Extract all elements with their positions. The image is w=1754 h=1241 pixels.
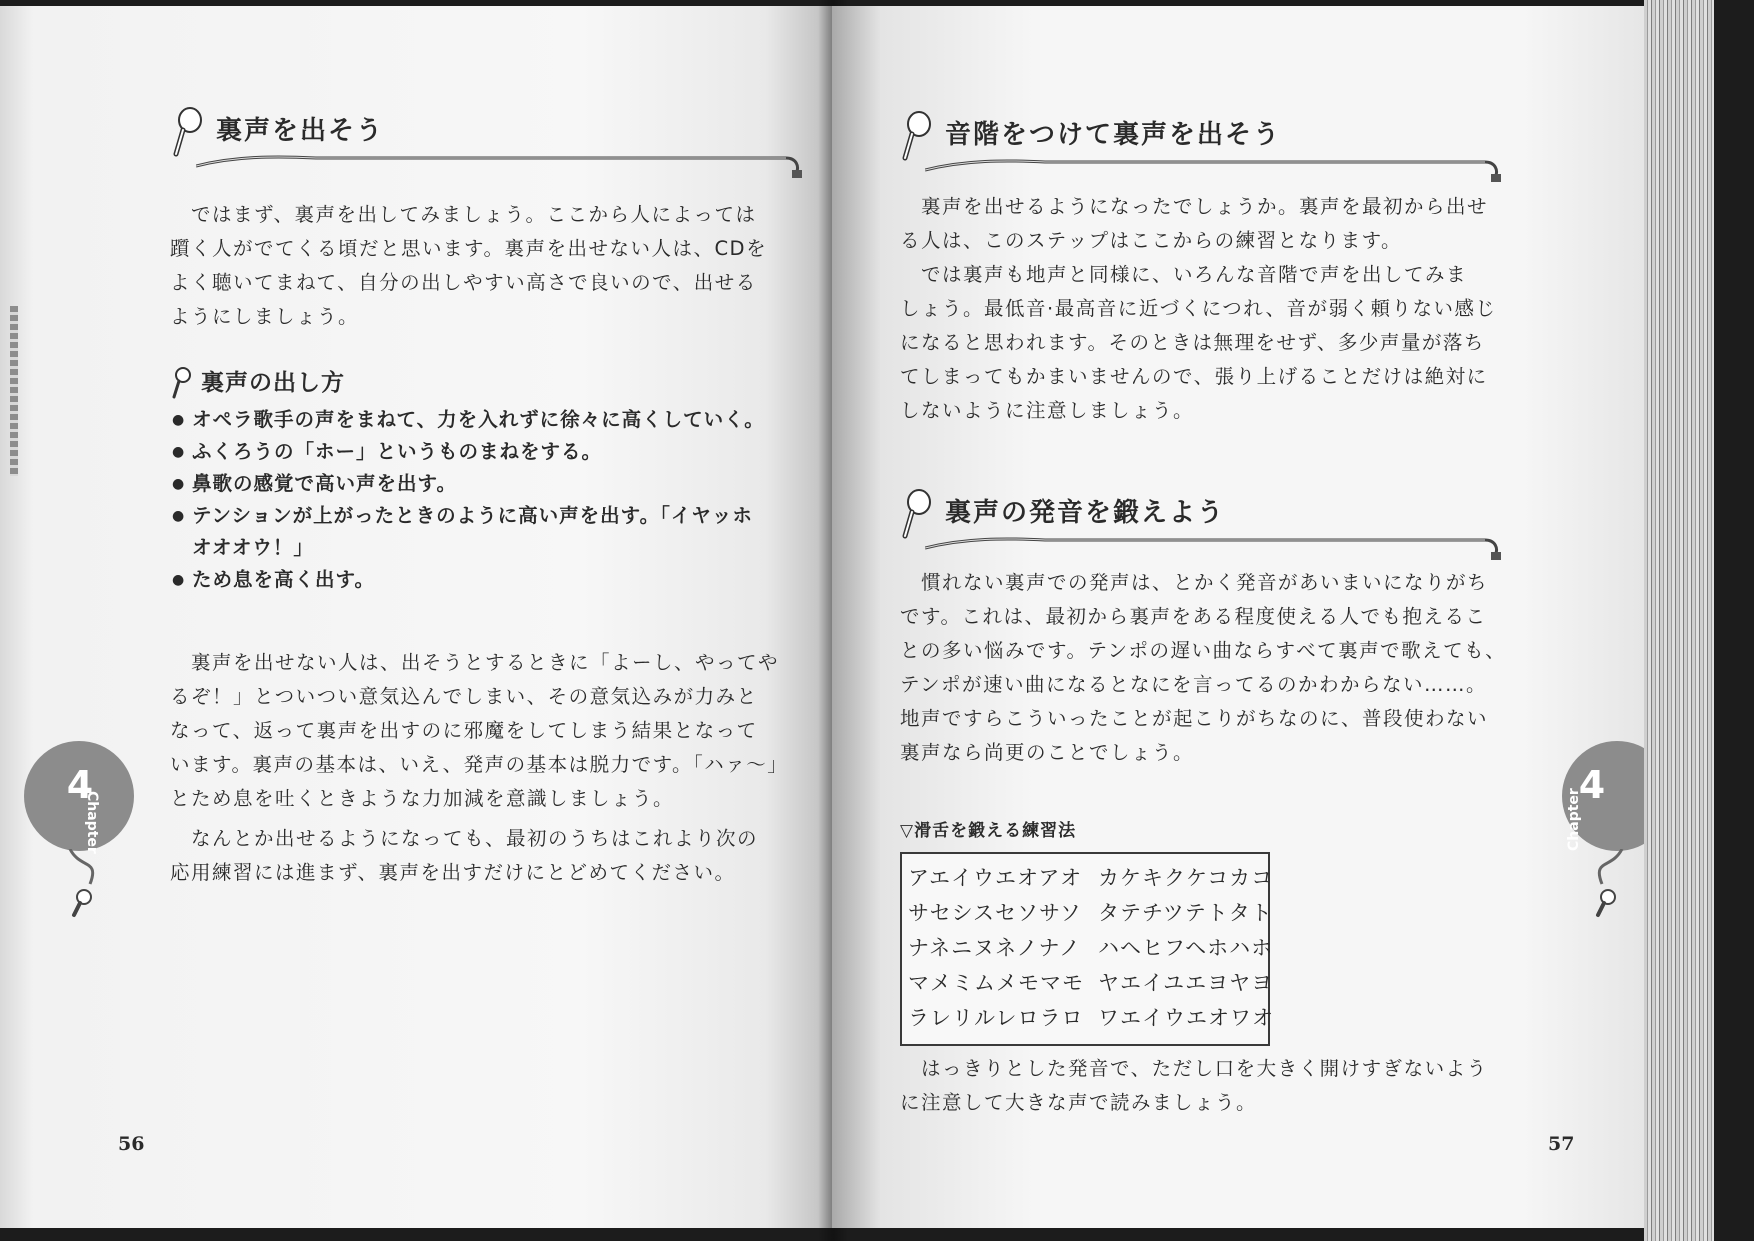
table-cell: ヤエイユエヨヤヨ xyxy=(1098,971,1274,995)
table-cell: アエイウエオアオ xyxy=(908,866,1083,890)
chapter-number: 4 xyxy=(1578,763,1606,807)
table-cell: ハヘヒフヘホハホ xyxy=(1098,936,1274,960)
section-heading xyxy=(897,110,1517,180)
chapter-label: Chapter xyxy=(1566,788,1582,851)
table-row xyxy=(902,967,1274,999)
chapter-label: Chapter xyxy=(84,791,100,854)
intro-paragraph: ではまず、裏声を出してみましょう。ここから人によっては 躓く人がでてくる頃だと思います。裏声を出せない人は、CDを よく聴いてまねて、自分の出しやすい高さで良いので、出せる ようにしましょう。 xyxy=(170,203,768,328)
table-cell: タテチツテトタト xyxy=(1098,901,1273,925)
page-edges xyxy=(1644,0,1714,1241)
table-row xyxy=(902,862,1274,894)
body-paragraph: では裏声も地声と同様に、いろんな音階で声を出してみま しょう。最低音·最高音に近づくにつれ、音が弱く頼りない感じ になると思われます。そのときは無理をせず、多少声量が落ち てしまってもかまいませんので、張り上げることだけは絶対に しないように注意しましょう。 xyxy=(900,263,1497,422)
list-item: ● 鼻歌の感覚で高い声を出す。 xyxy=(172,468,822,500)
left-page xyxy=(0,6,832,1228)
table-cell: ラレリルレロラロ xyxy=(908,1006,1084,1030)
table-row xyxy=(902,897,1273,929)
cable-underline xyxy=(925,526,1515,566)
subsection-heading xyxy=(170,364,345,401)
exercise-table xyxy=(900,852,1274,1046)
chapter-number: 4 xyxy=(66,763,94,807)
table-cell: カケキクケコカコ xyxy=(1098,866,1274,890)
list-item: ● ため息を高く出す。 xyxy=(172,564,822,596)
list-item: ● テンションが上がったときのように高い声を出す。「イヤッホ オオオウ！」 xyxy=(172,500,822,564)
table-row xyxy=(902,1002,1274,1034)
page-number: 56 xyxy=(118,1133,145,1155)
section-title: 裏声を出そう xyxy=(216,116,385,146)
microphone-icon xyxy=(60,849,120,919)
list-item: ● オペラ歌手の声をまねて、力を入れずに徐々に高くしていく。 xyxy=(172,404,822,436)
page-edge-marks xyxy=(10,306,18,476)
exercise-label: ▽滑舌を鍛える練習法 xyxy=(900,821,1077,841)
section-title: 裏声の発音を鍛えよう xyxy=(945,498,1226,528)
cable-underline xyxy=(196,144,816,184)
body-paragraph: なんとか出せるようになっても、最初のうちはこれより次の 応用練習には進まず、裏声を出すだけにとどめてください。 xyxy=(170,827,759,884)
page-number: 57 xyxy=(1548,1133,1575,1155)
bullet-list xyxy=(172,404,822,596)
subsection-title: 裏声の出し方 xyxy=(201,370,346,396)
table-cell: ナネニヌネノナノ xyxy=(908,936,1082,960)
cable-underline xyxy=(925,148,1515,188)
section-heading xyxy=(168,106,808,176)
table-cell: マメミムメモマモ xyxy=(908,971,1084,995)
chapter-tab xyxy=(0,741,130,921)
body-paragraph: 慣れない裏声での発声は、とかく発音があいまいになりがち です。これは、最初から裏声をある程度使える人でも抱えるこ との多い悩みです。テンポの遅い曲ならすべて裏声で歌えても、 テンポが速い曲になるとなにを言ってるのかわからない……。 地声ですらこういったことが起こりがちなのに、普段使わない 裏声なら尚更のことでしょう。 xyxy=(900,571,1507,764)
body-paragraph: はっきりとした発音で、ただし口を大きく開けすぎないよう に注意して大きな声で読みましょう。 xyxy=(900,1057,1488,1114)
microphone-icon xyxy=(1582,849,1642,919)
body-paragraph: 裏声を出せるようになったでしょうか。裏声を最初から出せ る人は、このステップはここからの練習となります。 xyxy=(900,195,1489,252)
chapter-tab xyxy=(1562,741,1644,921)
section-heading xyxy=(897,488,1517,558)
body-paragraph: 裏声を出せない人は、出そうとするときに「よーし、やってや るぞ！」とついつい意気込んでしまい、その意気込みが力みと なって、返って裏声を出すのに邪魔をしてしまう結果となって います。裏声の基本は、いえ、発声の基本は脱力です。「ハァ〜」 とため息を吐くときような力加減を意識しましょう。 xyxy=(170,651,789,810)
table-cell: サセシスセソサソ xyxy=(908,901,1082,925)
list-item: ● ふくろうの「ホー」というものまねをする。 xyxy=(172,436,822,468)
section-title: 音階をつけて裏声を出そう xyxy=(945,120,1282,150)
right-page xyxy=(832,6,1644,1228)
table-cell: ワエイウエオワオ xyxy=(1098,1006,1274,1030)
table-row xyxy=(902,932,1274,964)
microphone-icon xyxy=(170,367,192,401)
